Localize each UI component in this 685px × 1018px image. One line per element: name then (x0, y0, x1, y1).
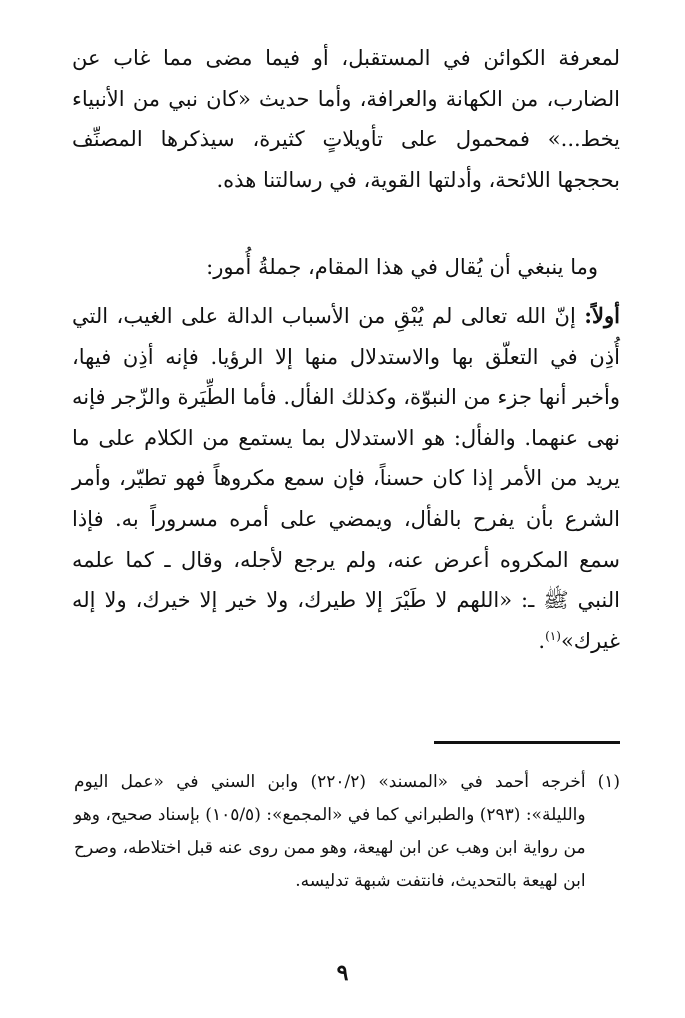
footnote-marker: (١) (597, 772, 620, 792)
paragraph-3-lead: أولاً: (584, 303, 620, 328)
paragraph-3-body: إنّ الله تعالى لم يُبْقِ من الأسباب الدالة على الغيب، التي أُذِن في التعلّق بها والاستدلال منها إلا الرؤيا. فإنه أذِن فيها، وأخبر أنها جزء من النبوّة، وكذلك الفأل. فأما الطِّيَرة والزّجر فإنه نهى عنهما. والفأل: هو الاستدلال بما يستمع من الكلام على ما يريد من الأمر إذا كان حسناً، فإن سمع مكروهاً فهو تطيّر، وأمر الشرع بأن يفرح بالفأل، ويمضي على أمره مسروراً به. فإذا سمع المكروه أعرض عنه، ولم يرجع لأجله، وقال ـ كما علمه النبي ﷺ ـ: «اللهم لا طَيْرَ إلا طيرك، ولا خير إلا خيرك، ولا إله غيرك» (72, 304, 620, 653)
paragraph-2: وما ينبغي أن يُقال في هذا المقام، جملةُ أُمور: (206, 255, 598, 279)
footnote-text: أخرجه أحمد في «المسند» (٢٢٠/٢) وابن السني في «عمل اليوم والليلة»: (٢٩٣) والطبراني كما في «المجمع»: (١٠٥/٥) بإسناد صحيح، وهو من رواية ابن وهب عن ابن لهيعة، وهو ممن روى عنه قبل اختلاطه، وصرح ابن لهيعة بالتحديث، فانتفت شبهة تدليسه. (74, 772, 586, 891)
paragraph-1: لمعرفة الكوائن في المستقبل، أو فيما مضى مما غاب عن الضارب، من الكهانة والعرافة، وأما حديث «كان نبي من الأنبياء يخط...» فمحمول على تأويلاتٍ كثيرة، سيذكرها المصنِّف بحججها اللائحة، وأدلتها القوية، في رسالتنا هذه. (72, 46, 620, 192)
paragraph-3 (72, 296, 620, 661)
footnote-separator (434, 741, 620, 744)
page-number: ٩ (336, 960, 349, 986)
footnote (74, 766, 620, 898)
paragraph-3-end: . (538, 628, 546, 653)
footnote-reference: (١) (545, 628, 561, 643)
